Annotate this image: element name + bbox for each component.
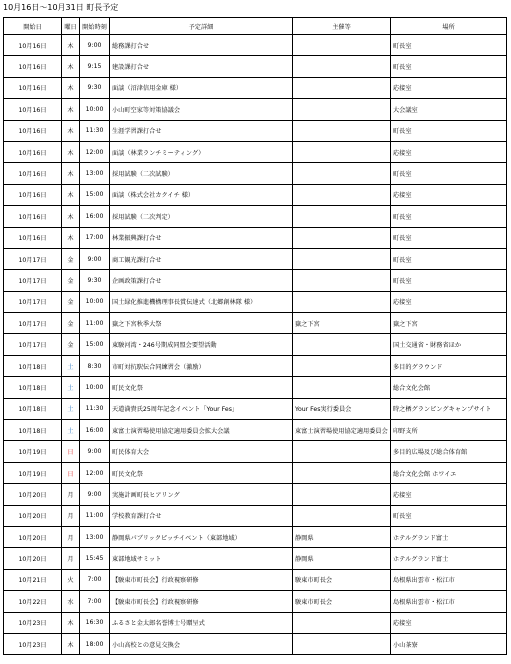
time-cell: 9:00 [80, 484, 110, 505]
place-cell: 応接室 [391, 484, 507, 505]
detail-cell: 面談（林業ランチミーティング） [110, 141, 293, 162]
host-cell [293, 291, 391, 312]
weekday-cell: 木 [62, 184, 80, 205]
time-cell: 9:15 [80, 56, 110, 77]
table-row [4, 141, 507, 162]
table-row [4, 120, 507, 141]
detail-cell: 天道満貴氏25周年記念イベント「Your Fes」 [110, 398, 293, 419]
weekday-cell: 木 [62, 56, 80, 77]
date-cell: 10月17日 [4, 248, 62, 269]
time-cell: 9:00 [80, 35, 110, 56]
host-cell [293, 77, 391, 98]
time-cell: 7:00 [80, 569, 110, 590]
time-cell: 11:00 [80, 505, 110, 526]
host-cell: 静岡県 [293, 548, 391, 569]
host-cell: 駿東市町長会 [293, 569, 391, 590]
host-cell [293, 270, 391, 291]
time-cell: 11:00 [80, 313, 110, 334]
detail-cell: 東富士演習場使用協定適用委員会拡大会議 [110, 420, 293, 441]
header-place: 場所 [391, 18, 507, 35]
time-cell: 15:00 [80, 184, 110, 205]
detail-cell: 面談（株式会社カクイチ 様） [110, 184, 293, 205]
date-cell: 10月23日 [4, 612, 62, 633]
weekday-cell: 土 [62, 377, 80, 398]
place-cell: 町長室 [391, 120, 507, 141]
host-cell [293, 163, 391, 184]
weekday-cell: 金 [62, 313, 80, 334]
place-cell: 総合文化会館 ホワイエ [391, 462, 507, 483]
date-cell: 10月16日 [4, 141, 62, 162]
date-cell: 10月17日 [4, 313, 62, 334]
table-row [4, 569, 507, 590]
host-cell: 嶽之下宮 [293, 313, 391, 334]
detail-cell: 実施計画町長ヒアリング [110, 484, 293, 505]
detail-cell: 国土緑化推進機構理事長賞伝達式（北郷創林隊 様） [110, 291, 293, 312]
host-cell [293, 120, 391, 141]
host-cell: Your Fes実行委員会 [293, 398, 391, 419]
time-cell: 10:00 [80, 291, 110, 312]
time-cell: 16:00 [80, 206, 110, 227]
schedule-table [3, 17, 507, 655]
time-cell: 12:00 [80, 141, 110, 162]
weekday-cell: 木 [62, 120, 80, 141]
header-detail: 予定詳細 [110, 18, 293, 35]
detail-cell: 【駿東市町長会】行政視察研修 [110, 591, 293, 612]
date-cell: 10月18日 [4, 420, 62, 441]
host-cell: 東富士演習場使用協定適用委員会 [293, 420, 391, 441]
table-row [4, 462, 507, 483]
time-cell: 11:30 [80, 398, 110, 419]
detail-cell: 静岡県パブリックピッチイベント（東部地域） [110, 526, 293, 547]
detail-cell: 東部地域サミット [110, 548, 293, 569]
host-cell [293, 56, 391, 77]
weekday-cell: 金 [62, 334, 80, 355]
weekday-cell: 土 [62, 398, 80, 419]
weekday-cell: 金 [62, 291, 80, 312]
table-row [4, 313, 507, 334]
date-cell: 10月16日 [4, 77, 62, 98]
place-cell: 応接室 [391, 184, 507, 205]
weekday-cell: 木 [62, 141, 80, 162]
date-cell: 10月20日 [4, 505, 62, 526]
weekday-cell: 月 [62, 526, 80, 547]
place-cell: 嶽之下宮 [391, 313, 507, 334]
date-cell: 10月20日 [4, 484, 62, 505]
table-row [4, 548, 507, 569]
place-cell: 町長室 [391, 163, 507, 184]
place-cell: 応接室 [391, 77, 507, 98]
table-row [4, 355, 507, 376]
host-cell [293, 484, 391, 505]
detail-cell: 東駿河湾・246号期成同盟会要望活動 [110, 334, 293, 355]
table-row [4, 206, 507, 227]
detail-cell: 嶽之下宮秋季大祭 [110, 313, 293, 334]
page-title: 10月16日～10月31日 町長予定 [3, 3, 119, 12]
weekday-cell: 土 [62, 355, 80, 376]
table-row [4, 56, 507, 77]
time-cell: 18:00 [80, 633, 110, 654]
place-cell: 島根県出雲市・松江市 [391, 569, 507, 590]
date-cell: 10月16日 [4, 227, 62, 248]
host-cell [293, 612, 391, 633]
table-row [4, 484, 507, 505]
date-cell: 10月17日 [4, 270, 62, 291]
place-cell: 町長室 [391, 206, 507, 227]
place-cell: 応接室 [391, 141, 507, 162]
time-cell: 12:00 [80, 462, 110, 483]
place-cell: 多目的広場及び総合体育館 [391, 441, 507, 462]
date-cell: 10月19日 [4, 462, 62, 483]
date-cell: 10月17日 [4, 334, 62, 355]
table-row [4, 591, 507, 612]
time-cell: 9:00 [80, 441, 110, 462]
table-row [4, 248, 507, 269]
host-cell [293, 633, 391, 654]
host-cell [293, 377, 391, 398]
place-cell: ホテルグランド富士 [391, 548, 507, 569]
place-cell: ホテルグランド富士 [391, 526, 507, 547]
date-cell: 10月21日 [4, 569, 62, 590]
header-host: 主催等 [293, 18, 391, 35]
table-row [4, 35, 507, 56]
weekday-cell: 木 [62, 77, 80, 98]
table-row [4, 398, 507, 419]
header-start-date: 開始日 [4, 18, 62, 35]
weekday-cell: 木 [62, 35, 80, 56]
weekday-cell: 金 [62, 270, 80, 291]
header-start-time: 開始時刻 [80, 18, 110, 35]
time-cell: 11:30 [80, 120, 110, 141]
host-cell [293, 35, 391, 56]
date-cell: 10月19日 [4, 441, 62, 462]
host-cell [293, 141, 391, 162]
host-cell [293, 462, 391, 483]
detail-cell: 企画政策課打合せ [110, 270, 293, 291]
place-cell: 町長室 [391, 248, 507, 269]
date-cell: 10月16日 [4, 35, 62, 56]
weekday-cell: 水 [62, 591, 80, 612]
date-cell: 10月20日 [4, 548, 62, 569]
header-row [4, 18, 507, 35]
date-cell: 10月18日 [4, 355, 62, 376]
table-row [4, 505, 507, 526]
host-cell [293, 334, 391, 355]
date-cell: 10月16日 [4, 206, 62, 227]
weekday-cell: 日 [62, 462, 80, 483]
host-cell [293, 248, 391, 269]
detail-cell: 【駿東市町長会】行政視察研修 [110, 569, 293, 590]
table-row [4, 270, 507, 291]
date-cell: 10月22日 [4, 591, 62, 612]
detail-cell: 生涯学習課打合せ [110, 120, 293, 141]
detail-cell: 林業振興課打合せ [110, 227, 293, 248]
detail-cell: 町民文化祭 [110, 377, 293, 398]
host-cell [293, 184, 391, 205]
weekday-cell: 木 [62, 99, 80, 120]
table-row [4, 441, 507, 462]
place-cell: 町長室 [391, 35, 507, 56]
detail-cell: 市町対抗駅伝合同練習会（激励） [110, 355, 293, 376]
date-cell: 10月16日 [4, 99, 62, 120]
place-cell: 印野支所 [391, 420, 507, 441]
weekday-cell: 土 [62, 420, 80, 441]
table-row [4, 420, 507, 441]
host-cell [293, 227, 391, 248]
weekday-cell: 月 [62, 548, 80, 569]
date-cell: 10月18日 [4, 398, 62, 419]
time-cell: 16:30 [80, 612, 110, 633]
place-cell: 小山茶寮 [391, 633, 507, 654]
detail-cell: ふるさと金太郎名誉博士号贈呈式 [110, 612, 293, 633]
header-weekday: 曜日 [62, 18, 80, 35]
place-cell: 町長室 [391, 270, 507, 291]
place-cell: 応接室 [391, 612, 507, 633]
date-cell: 10月16日 [4, 163, 62, 184]
weekday-cell: 火 [62, 569, 80, 590]
detail-cell: 建設課打合せ [110, 56, 293, 77]
weekday-cell: 金 [62, 248, 80, 269]
date-cell: 10月18日 [4, 377, 62, 398]
time-cell: 13:00 [80, 163, 110, 184]
time-cell: 9:00 [80, 248, 110, 269]
place-cell: 町長室 [391, 227, 507, 248]
date-cell: 10月17日 [4, 291, 62, 312]
time-cell: 17:00 [80, 227, 110, 248]
detail-cell: 小山高校との意見交換会 [110, 633, 293, 654]
detail-cell: 商工観光課打合せ [110, 248, 293, 269]
table-row [4, 377, 507, 398]
host-cell: 静岡県 [293, 526, 391, 547]
table-row [4, 612, 507, 633]
detail-cell: 小山町空家等対策協議会 [110, 99, 293, 120]
detail-cell: 学校教育課打合せ [110, 505, 293, 526]
date-cell: 10月23日 [4, 633, 62, 654]
weekday-cell: 木 [62, 612, 80, 633]
weekday-cell: 月 [62, 505, 80, 526]
host-cell [293, 355, 391, 376]
host-cell [293, 99, 391, 120]
detail-cell: 面談（沼津信用金庫 様） [110, 77, 293, 98]
place-cell: 町長室 [391, 56, 507, 77]
host-cell [293, 441, 391, 462]
time-cell: 9:30 [80, 270, 110, 291]
table-row [4, 99, 507, 120]
time-cell: 9:30 [80, 77, 110, 98]
table-row [4, 334, 507, 355]
table-row [4, 163, 507, 184]
table-row [4, 633, 507, 654]
table-row [4, 291, 507, 312]
time-cell: 15:00 [80, 334, 110, 355]
weekday-cell: 木 [62, 206, 80, 227]
weekday-cell: 木 [62, 633, 80, 654]
time-cell: 10:00 [80, 377, 110, 398]
weekday-cell: 日 [62, 441, 80, 462]
place-cell: 応接室 [391, 291, 507, 312]
date-cell: 10月16日 [4, 184, 62, 205]
place-cell: 島根県出雲市・松江市 [391, 591, 507, 612]
date-cell: 10月16日 [4, 56, 62, 77]
table-row [4, 227, 507, 248]
time-cell: 13:00 [80, 526, 110, 547]
date-cell: 10月20日 [4, 526, 62, 547]
time-cell: 7:00 [80, 591, 110, 612]
place-cell: 時之栖グランピングキャンプサイト [391, 398, 507, 419]
place-cell: 大会議室 [391, 99, 507, 120]
host-cell [293, 505, 391, 526]
place-cell: 多目的グラウンド [391, 355, 507, 376]
detail-cell: 総務課打合せ [110, 35, 293, 56]
weekday-cell: 月 [62, 484, 80, 505]
place-cell: 国土交通省・財務省ほか [391, 334, 507, 355]
table-row [4, 184, 507, 205]
detail-cell: 町民体育大会 [110, 441, 293, 462]
date-cell: 10月16日 [4, 120, 62, 141]
time-cell: 15:45 [80, 548, 110, 569]
time-cell: 8:30 [80, 355, 110, 376]
detail-cell: 採用試験（二次試験） [110, 163, 293, 184]
time-cell: 16:00 [80, 420, 110, 441]
table-row [4, 526, 507, 547]
detail-cell: 町民文化祭 [110, 462, 293, 483]
time-cell: 10:00 [80, 99, 110, 120]
weekday-cell: 木 [62, 163, 80, 184]
host-cell: 駿東市町長会 [293, 591, 391, 612]
detail-cell: 採用試験（二次判定） [110, 206, 293, 227]
weekday-cell: 木 [62, 227, 80, 248]
place-cell: 総合文化会館 [391, 377, 507, 398]
place-cell: 町長室 [391, 505, 507, 526]
host-cell [293, 206, 391, 227]
table-row [4, 77, 507, 98]
